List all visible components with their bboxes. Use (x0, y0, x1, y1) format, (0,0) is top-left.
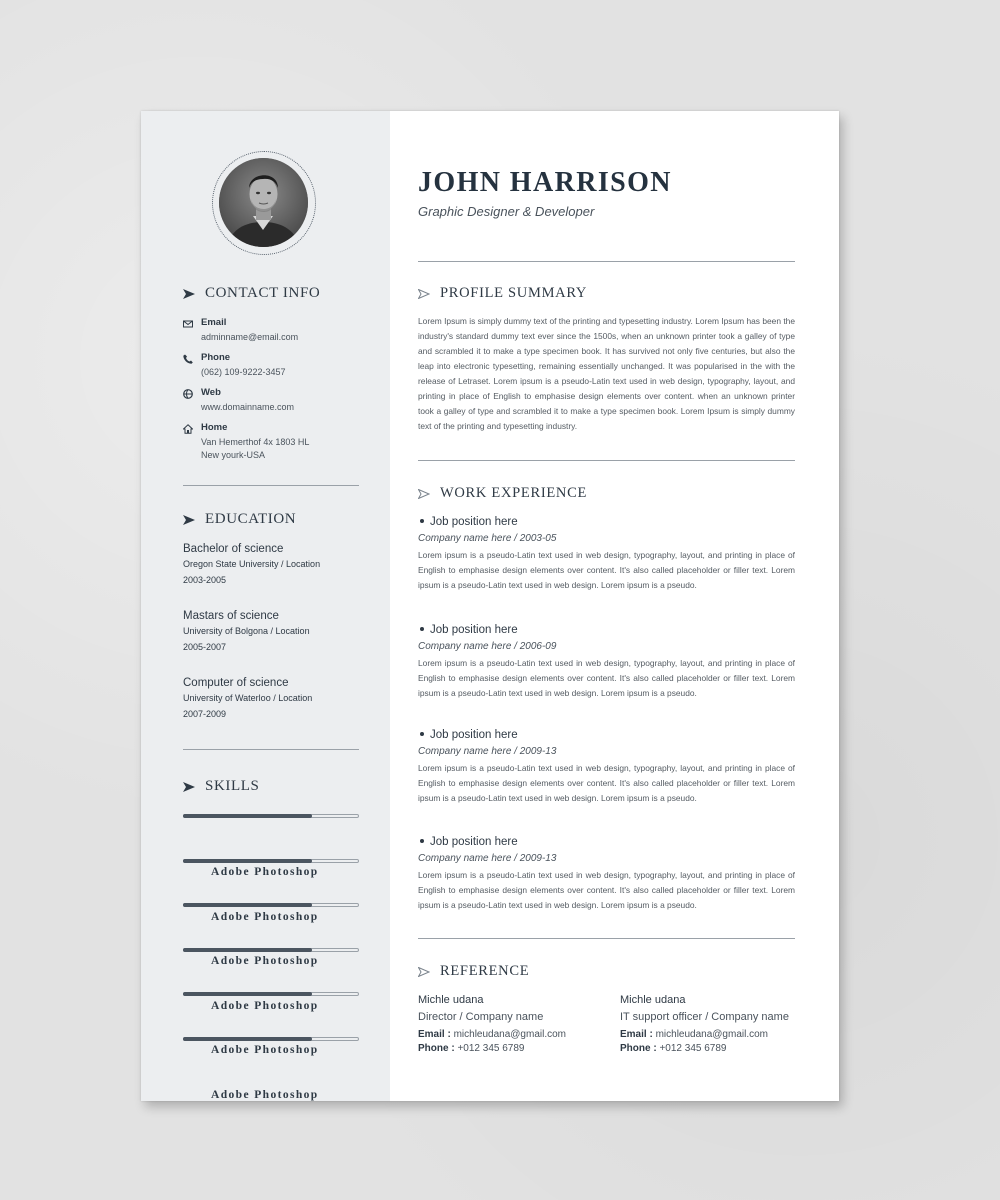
main-content (390, 111, 839, 1101)
arrow-icon (418, 489, 430, 499)
job-position (418, 624, 795, 636)
reference-role: Director / Company name (418, 1011, 544, 1023)
skill-name: Adobe Photoshop (211, 911, 319, 923)
education-heading (183, 511, 296, 528)
reference-name: Michle udana (620, 994, 686, 1006)
phone-value: +012 345 6789 (659, 1043, 727, 1054)
job-item (418, 836, 795, 913)
job-description: Lorem ipsum is a pseudo-Latin text used in web design, typography, layout, and printing in place of English to emphasise design elements over content. It's also called placeholder or filler text. Lorem ipsum is a pseudo-Latin text used in web design. Lorem ipsum is a pseudo. (418, 763, 795, 803)
arrow-icon (183, 289, 195, 299)
contact-value: (062) 109-9222-3457 (201, 367, 286, 377)
skill-bar-fill (183, 903, 312, 907)
bullet-icon (420, 839, 424, 843)
contact-value: adminname@email.com (201, 332, 299, 342)
skill-item (183, 810, 359, 878)
skill-name: Adobe Photoshop (211, 1000, 319, 1012)
main-divider (418, 261, 795, 262)
phone-label: Phone : (620, 1043, 657, 1054)
reference-heading-label: REFERENCE (440, 963, 530, 979)
job-position-label: Job position here (430, 729, 518, 741)
education-item (183, 543, 383, 585)
profile-summary: Lorem Ipsum is simply dummy text of the printing and typesetting industry. Lorem Ipsum has been the industry's standard dummy text ever since the 1500s, when an unknown printer took a galley of type and scrambled it to make a type specimen book. It has survived not only five centuries, but also the leap into electronic typesetting, remaining essentially unchanged. It was popularised in the with the release of Letraset. Lorem ipsum is a pseudo-Latin text used in web design, typography, layout, and printing in place of English to emphasise design elements over content. when an unknown printer took a galley of type and scrambled it to make a type specimen book. Lorem Ipsum is simply dummy text of the printing and typesetting industry. (418, 316, 795, 431)
phone-value: +012 345 6789 (457, 1043, 525, 1054)
skill-item (183, 899, 359, 967)
skill-bar (183, 1037, 359, 1041)
bullet-icon (420, 627, 424, 631)
education-heading-label: EDUCATION (205, 511, 297, 527)
sidebar-divider (183, 749, 359, 750)
skill-bar-fill (183, 859, 312, 863)
years: 2005-2007 (183, 642, 227, 652)
job-description: Lorem ipsum is a pseudo-Latin text used in web design, typography, layout, and printing in place of English to emphasise design elements over content. It's also called placeholder or filler text. Lorem ipsum is a pseudo-Latin text used in web design. Lorem ipsum is a pseudo. (418, 870, 795, 910)
skill-item (183, 855, 359, 923)
skill-name: Adobe Photoshop (211, 1044, 319, 1056)
sidebar (141, 111, 390, 1101)
work-heading-label: WORK EXPERIENCE (440, 485, 588, 501)
reference-role: IT support officer / Company name (620, 1011, 789, 1023)
contact-label: Web (201, 387, 221, 398)
skill-name: Adobe Photoshop (211, 866, 319, 878)
skill-bar-fill (183, 1037, 312, 1041)
arrow-icon (183, 782, 195, 792)
main-divider (418, 938, 795, 939)
job-company: Company name here / 2003-05 (418, 533, 557, 544)
person-title: Graphic Designer & Developer (418, 204, 595, 219)
reference-item (620, 994, 820, 1054)
job-company: Company name here / 2009-13 (418, 853, 557, 864)
arrow-icon (183, 515, 195, 525)
job-description: Lorem ipsum is a pseudo-Latin text used in web design, typography, layout, and printing in place of English to emphasise design elements over content. It's also called placeholder or filler text. Lorem ipsum is a pseudo-Latin text used in web design. Lorem ipsum is a pseudo. (418, 658, 795, 698)
contact-value: www.domainname.com (201, 402, 295, 412)
email-label: Email : (620, 1029, 653, 1040)
contact-value: Van Hemerthof 4x 1803 HL New yourk-USA (201, 437, 310, 460)
job-position-label: Job position here (430, 624, 518, 636)
sidebar-divider (183, 485, 359, 486)
skill-name: Adobe Photoshop (211, 1089, 319, 1101)
globe-icon (183, 389, 193, 399)
job-position (418, 729, 795, 741)
contact-label: Phone (201, 352, 231, 363)
skill-item (183, 1033, 359, 1101)
skill-bar (183, 948, 359, 952)
reference-name: Michle udana (418, 994, 484, 1006)
years: 2003-2005 (183, 575, 227, 585)
skill-bar-fill (183, 948, 312, 952)
skill-bar (183, 992, 359, 996)
email-value: michleudana@gmail.com (655, 1029, 768, 1040)
job-position (418, 836, 795, 848)
reference-phone (418, 1043, 618, 1054)
bullet-icon (420, 732, 424, 736)
profile-photo-frame (212, 151, 316, 255)
job-company: Company name here / 2009-13 (418, 746, 557, 757)
job-item (418, 516, 795, 593)
resume-sheet (141, 111, 839, 1101)
education-item (183, 677, 383, 719)
reference-heading (418, 963, 529, 980)
profile-heading-label: PROFILE SUMMARY (440, 285, 588, 301)
main-divider (418, 460, 795, 461)
degree: Computer of science (183, 677, 289, 689)
reference-phone (620, 1043, 820, 1054)
reference-email (418, 1029, 618, 1040)
job-position-label: Job position here (430, 836, 518, 848)
contact-heading-label: CONTACT INFO (205, 285, 321, 301)
arrow-icon (418, 967, 430, 977)
email-label: Email : (418, 1029, 451, 1040)
job-position-label: Job position here (430, 516, 518, 528)
job-item (418, 729, 795, 806)
degree: Bachelor of science (183, 543, 284, 555)
bullet-icon (420, 519, 424, 523)
job-item (418, 624, 795, 701)
skill-bar-fill (183, 814, 312, 818)
phone-label: Phone : (418, 1043, 455, 1054)
school: University of Waterloo / Location (183, 693, 313, 703)
phone-icon (183, 354, 193, 364)
job-company: Company name here / 2006-09 (418, 641, 557, 652)
skills-heading (183, 778, 259, 795)
contact-heading (183, 285, 320, 302)
person-name: JOHN HARRISON (418, 167, 672, 198)
work-heading (418, 485, 587, 502)
contact-label: Email (201, 317, 227, 328)
profile-photo (219, 158, 308, 247)
education-item (183, 610, 383, 652)
skill-bar (183, 903, 359, 907)
reference-item (418, 994, 618, 1054)
email-value: michleudana@gmail.com (453, 1029, 566, 1040)
degree: Mastars of science (183, 610, 279, 622)
school: University of Bolgona / Location (183, 626, 310, 636)
skill-bar (183, 859, 359, 863)
years: 2007-2009 (183, 709, 227, 719)
school: Oregon State University / Location (183, 559, 321, 569)
arrow-icon (418, 289, 430, 299)
home-icon (183, 424, 193, 434)
envelope-icon (183, 319, 193, 329)
skill-bar (183, 814, 359, 818)
reference-email (620, 1029, 820, 1040)
skill-bar-fill (183, 992, 312, 996)
skills-heading-label: SKILLS (205, 778, 260, 794)
skill-item (183, 988, 359, 1056)
contact-label: Home (201, 422, 228, 433)
skill-name: Adobe Photoshop (211, 955, 319, 967)
profile-heading (418, 285, 587, 302)
job-description: Lorem ipsum is a pseudo-Latin text used in web design, typography, layout, and printing in place of English to emphasise design elements over content. It's also called placeholder or filler text. Lorem ipsum is a pseudo-Latin text used in web design. Lorem ipsum is a pseudo. (418, 550, 795, 590)
job-position (418, 516, 795, 528)
skill-item (183, 944, 359, 1012)
